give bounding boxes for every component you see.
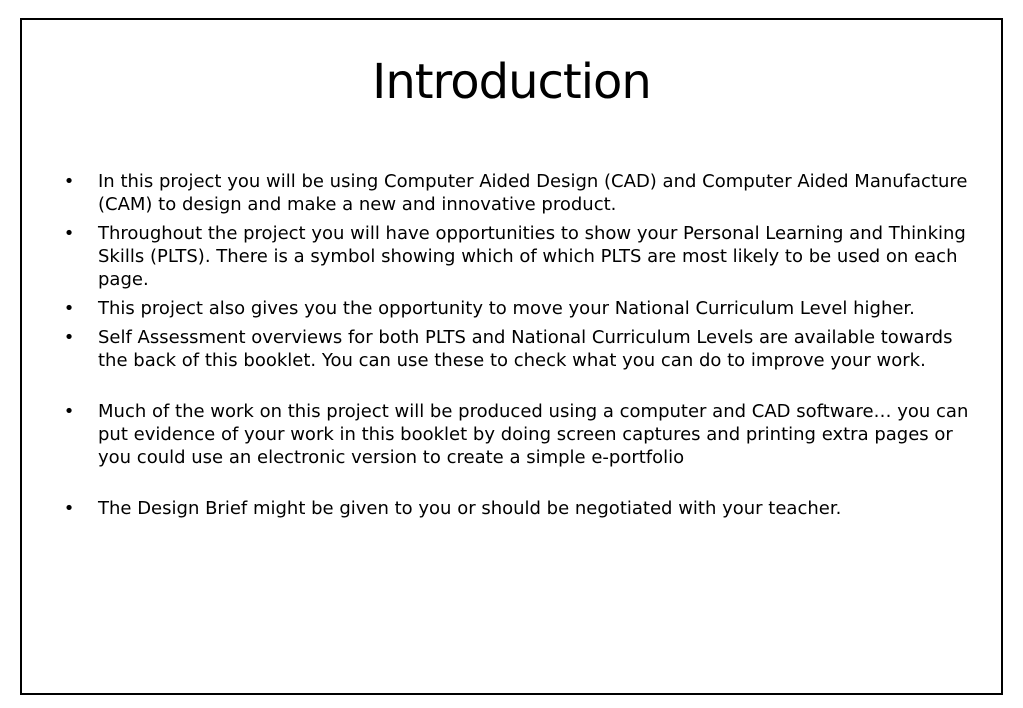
bullet-text: Much of the work on this project will be produced using a computer and CAD software… you can put evidence of your work in this booklet by doing screen captures and printing extra pages or you could use an electronic version to create a simple e-portfolio <box>98 401 969 468</box>
list-item <box>60 170 985 216</box>
bullet-list <box>60 170 985 526</box>
slide-title: Introduction <box>372 54 651 110</box>
bullet-icon: • <box>63 327 75 348</box>
list-item <box>60 326 985 372</box>
slide-frame <box>20 18 1003 695</box>
bullet-icon: • <box>63 298 75 319</box>
list-item <box>60 297 985 320</box>
bullet-icon: • <box>63 401 75 422</box>
list-item <box>60 400 985 469</box>
bullet-text: Throughout the project you will have opportunities to show your Personal Learning and Thinking Skills (PLTS). There is a symbol showing which of which PLTS are most likely to be used on each page. <box>98 223 966 290</box>
bullet-text: This project also gives you the opportunity to move your National Curriculum Level higher. <box>98 298 915 319</box>
bullet-text: Self Assessment overviews for both PLTS and National Curriculum Levels are available towards the back of this booklet. You can use these to check what you can do to improve your work. <box>98 327 953 371</box>
bullet-icon: • <box>63 498 75 519</box>
bullet-icon: • <box>63 223 75 244</box>
list-item <box>60 497 985 520</box>
list-item <box>60 222 985 291</box>
bullet-icon: • <box>63 171 75 192</box>
bullet-text: The Design Brief might be given to you or should be negotiated with your teacher. <box>98 498 842 519</box>
bullet-text: In this project you will be using Computer Aided Design (CAD) and Computer Aided Manufacture (CAM) to design and make a new and innovative product. <box>98 171 968 215</box>
